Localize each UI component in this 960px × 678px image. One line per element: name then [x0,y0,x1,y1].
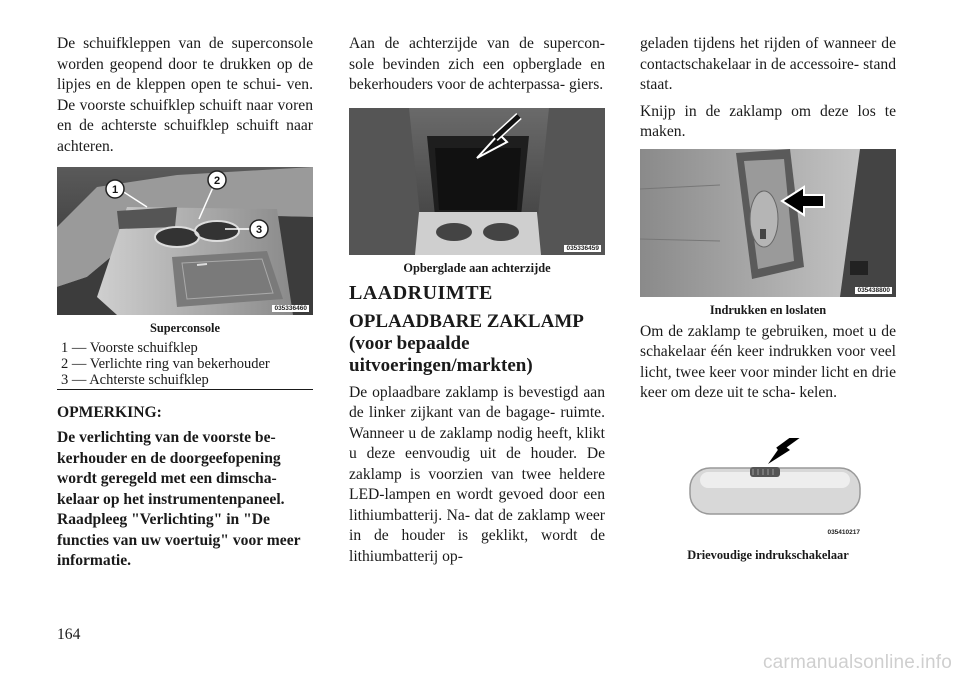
figure-caption: Superconsole [150,321,220,335]
body-paragraph: De oplaadbare zaklamp is bevestigd aan de linker zijkant van de bagage- ruimte. Wanneer u de zaklamp nodig heeft, klikt u deze eenvoudig uit de houder. De zaklamp is voorzien van twee heldere LED-lampen en wordt gevoed door een lithiumbatterij. Na- dat de zaklamp weer in de houder is geklikt, wordt de lithiumbatterij op- [349,383,605,565]
image-id: 035438800 [857,286,890,294]
flashlight-switch-illustration [640,438,896,542]
figure-legend [57,340,313,390]
column-2 [349,34,605,567]
page-number: 164 [57,626,81,643]
storage-tray-photo [349,108,605,255]
callout-2: 2 [213,175,221,187]
superconsole-illustration [57,167,313,315]
image-id: 035410217 [827,528,860,536]
note-heading: OPMERKING: [57,404,162,421]
figure-caption: Drievoudige indrukschakelaar [687,547,849,562]
usage-paragraph: Om de zaklamp te gebruiken, moet u de schakelaar één keer indrukken voor veel licht, twee keer voor minder licht en drie keer om deze uit te scha- kelen. [640,322,896,401]
subsection-heading: OPLAADBARE ZAKLAMP (voor bepaalde uitvoeringen/markten) [349,310,583,376]
intro-paragraph: De schuifkleppen van de superconsole worden geopend door te drukken op de lipjes en de kleppen open te schui- ven. De voorste schuifklep schuift naar voren en de achterste schuifklep schuift naar achteren. [57,35,313,155]
image-id: 035336460 [274,305,307,312]
flashlight-holder-photo [640,149,896,297]
storage-tray-illustration [349,108,605,255]
callout-1: 1 [111,184,119,196]
legend-item: 2 — Verlichte ring van bekerhouder [61,356,270,372]
figure-caption: Indrukken en loslaten [709,302,827,317]
column-1 [57,34,313,572]
image-id: 035336459 [566,244,599,252]
callout-3: 3 [255,224,263,236]
superconsole-photo [57,167,313,315]
intro-paragraph: Aan de achterzijde van de supercon- sole bevinden zich een opberglade en bekerhouders voor de achterpassa- giers. [349,35,605,93]
column-3 [640,34,896,567]
continued-paragraph: geladen tijdens het rijden of wanneer de contactschakelaar in de accessoire- stand staat. [640,35,896,93]
note-text: De verlichting van de voorste be- kerhouder en de doorgeefopening wordt geregeld met een dimscha- kelaar op het instrumentenpaneel. Raadpleeg "Verlichting" in "De functies van uw voertuig" voor meer informatie. [57,429,301,569]
release-paragraph: Knijp in de zaklamp om deze los te maken. [640,102,896,140]
section-heading: LAADRUIMTE [349,281,493,304]
flashlight-switch-photo [640,438,896,542]
figure-caption: Opberglade aan achterzijde [403,260,551,275]
legend-item: 1 — Voorste schuifklep [61,340,198,356]
legend-item: 3 — Achterste schuifklep [61,372,209,388]
watermark: carmanualsonline.info [762,652,952,673]
flashlight-holder-illustration [640,149,896,297]
